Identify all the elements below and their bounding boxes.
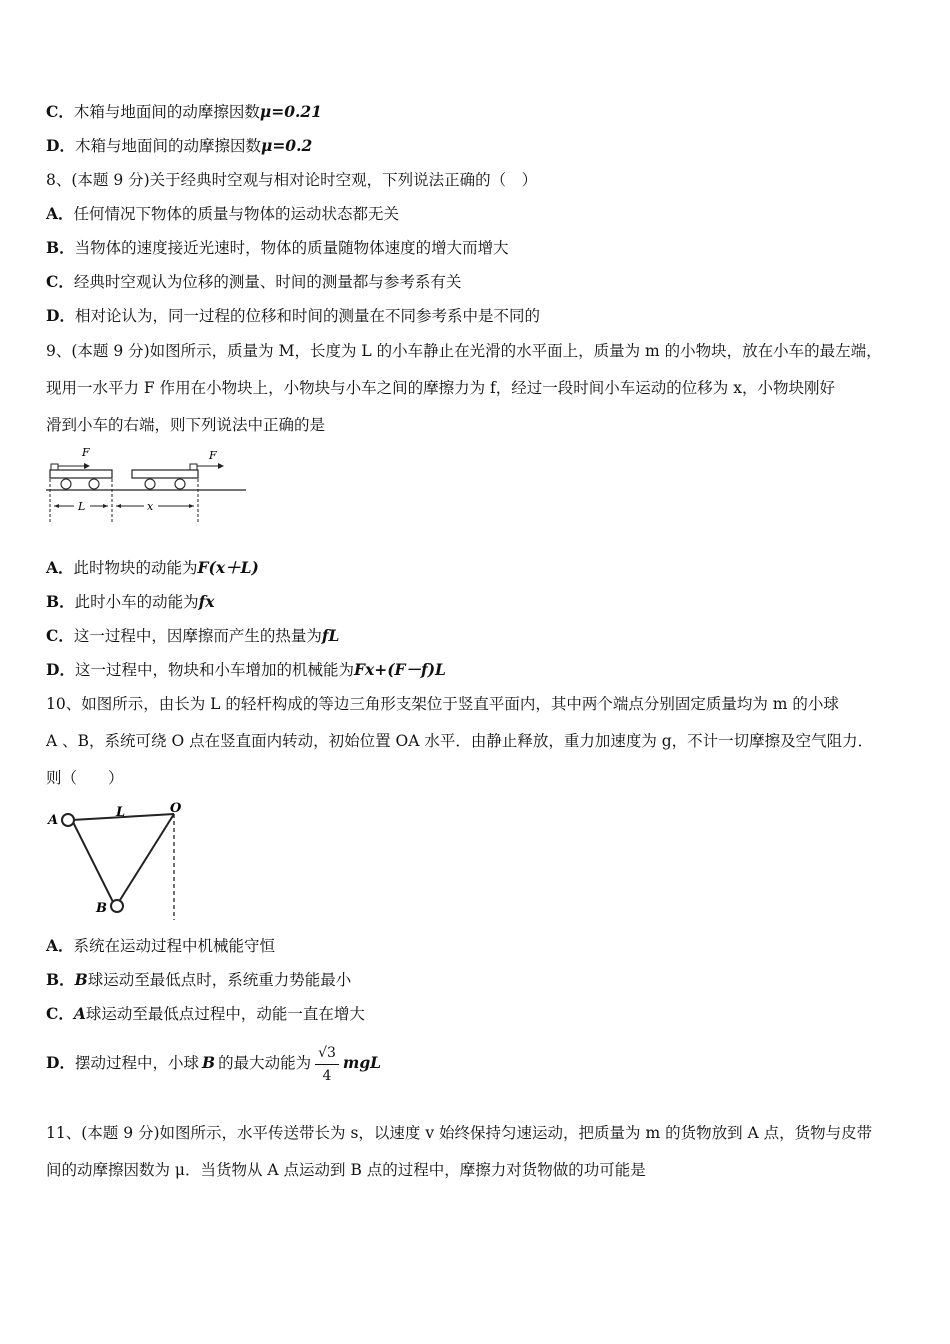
fraction [315, 1044, 339, 1085]
label-F2: F [209, 449, 217, 462]
arrow-head-icon [218, 463, 224, 469]
q8-stem [46, 169, 537, 191]
rod-AB [72, 820, 114, 904]
label-B: B [96, 901, 107, 916]
option-expr: fx [198, 592, 215, 611]
option-ball: A [73, 1004, 86, 1023]
cart-right [132, 470, 198, 478]
block-right [190, 464, 197, 470]
question-number: 8、 [46, 171, 72, 189]
q9-stem-line2 [46, 377, 835, 399]
question-number: 9、 [46, 342, 72, 360]
q8-option-a [46, 203, 399, 225]
option-letter: C． [46, 272, 74, 291]
option-letter: C． [46, 626, 74, 645]
question-stem: (本题 9 分)如图所示，质量为 M，长度为 L 的小车静止在光滑的水平面上，质量为 m 的小物块，放在小车的最左端， [71, 342, 882, 360]
option-value: μ=0.2 [260, 136, 313, 155]
option-text: 这一过程中，物块和小车增加的机械能为 [74, 661, 354, 679]
option-text: 摆动过程中，小球 [74, 1054, 199, 1072]
option-text-2: 的最大动能为 [218, 1054, 312, 1072]
option-letter: C． [46, 1004, 74, 1023]
option-letter: A． [46, 558, 74, 577]
q9-cart-figure [44, 444, 249, 526]
q9-stem-line3 [46, 414, 325, 436]
option-letter: A． [46, 936, 74, 955]
fraction-numerator: √3 [315, 1044, 339, 1065]
q7-option-d [46, 135, 312, 157]
arrow-head-icon [103, 504, 108, 508]
q9-option-d [46, 659, 446, 681]
wheel-icon [145, 479, 155, 489]
option-ball: B [201, 1053, 216, 1072]
option-text: 这一过程中，因摩擦而产生的热量为 [73, 627, 322, 645]
q10-option-c [46, 1003, 365, 1025]
question-stem: 滑到小车的右端，则下列说法中正确的是 [46, 416, 326, 434]
question-stem: (本题 9 分)如图所示，水平传送带长为 s，以速度 v 始终保持匀速运动，把质量为 m 的货物放到 A 点，货物与皮带 [81, 1124, 873, 1142]
option-text: 球运动至最低点过程中，动能一直在增大 [85, 1005, 365, 1023]
question-stem: 则（ ） [46, 769, 124, 787]
wheel-icon [175, 479, 185, 489]
label-x: x [147, 500, 154, 513]
q9-option-c [46, 625, 339, 647]
arrow-head-icon [189, 504, 194, 508]
option-expr: Fx+(F－f)L [353, 660, 446, 679]
option-text: 任何情况下物体的质量与物体的运动状态都无关 [73, 205, 400, 223]
ball-A-icon [62, 814, 74, 826]
q10-stem-line3 [46, 767, 124, 789]
option-text: 木箱与地面间的动摩擦因数 [73, 103, 260, 121]
option-text: 经典时空观认为位移的测量、时间的测量都与参考系有关 [73, 273, 462, 291]
option-value: μ=0.21 [259, 102, 322, 121]
question-stem: 间的动摩擦因数为 μ．当货物从 A 点运动到 B 点的过程中，摩擦力对货物做的功可能是 [46, 1161, 646, 1179]
option-ball: B [74, 970, 88, 989]
option-letter: B． [46, 970, 75, 989]
option-text: 此时物块的动能为 [73, 559, 198, 577]
question-stem: 现用一水平力 F 作用在小物块上，小物块与小车之间的摩擦力为 f，经过一段时间小车运动的位移为 x，小物块刚好 [46, 379, 835, 397]
option-expr: mgL [342, 1053, 382, 1072]
fraction-denominator: 4 [322, 1067, 332, 1084]
question-stem: 如图所示，由长为 L 的轻杆构成的等边三角形支架位于竖直平面内，其中两个端点分别固定质量均为 m 的小球 [81, 695, 839, 713]
option-letter: B． [46, 592, 75, 611]
q10-option-d [46, 1040, 381, 1086]
ball-B-icon [111, 900, 123, 912]
q9-option-b [46, 591, 215, 613]
q11-stem-line2 [46, 1159, 646, 1181]
option-text: 系统在运动过程中机械能守恒 [73, 937, 276, 955]
wheel-icon [61, 479, 71, 489]
label-O: O [170, 801, 182, 816]
option-letter: D． [46, 136, 75, 155]
option-text: 球运动至最低点时，系统重力势能最小 [87, 971, 352, 989]
option-letter: A． [46, 204, 74, 223]
option-letter: B． [46, 238, 75, 257]
option-text: 此时小车的动能为 [74, 593, 199, 611]
label-L: L [116, 805, 126, 820]
q10-option-a [46, 935, 275, 957]
question-stem: (本题 9 分)关于经典时空观与相对论时空观，下列说法正确的（ ） [71, 171, 538, 189]
label-A: A [48, 813, 59, 828]
question-number: 10、 [46, 695, 82, 713]
q8-option-d [46, 305, 540, 327]
q9-stem-line1 [46, 340, 882, 362]
option-text: 相对论认为，同一过程的位移和时间的测量在不同参考系中是不同的 [74, 307, 540, 325]
option-letter: D． [46, 1053, 75, 1072]
option-expr: fL [321, 626, 340, 645]
q10-triangle-figure [44, 800, 194, 922]
rod-OB [120, 814, 174, 900]
option-text: 当物体的速度接近光速时，物体的质量随物体速度的增大而增大 [74, 239, 509, 257]
option-letter: C． [46, 102, 74, 121]
question-stem: A 、B，系统可绕 O 点在竖直面内转动，初始位置 OA 水平．由静止释放，重力加速度为 g，不计一切摩擦及空气阻力． [46, 732, 874, 750]
option-expr: F(x＋L) [197, 558, 259, 577]
label-L: L [78, 500, 86, 513]
q9-option-a [46, 557, 259, 579]
arrow-head-icon [84, 463, 90, 469]
wheel-icon [89, 479, 99, 489]
option-letter: D． [46, 306, 75, 325]
cart-left [50, 470, 112, 478]
option-letter: D． [46, 660, 75, 679]
q11-stem-line1 [46, 1122, 872, 1144]
option-text: 木箱与地面间的动摩擦因数 [74, 137, 261, 155]
label-F1: F [82, 446, 90, 459]
q7-option-c [46, 101, 322, 123]
q8-option-b [46, 237, 509, 259]
q10-stem-line2 [46, 730, 873, 752]
arrow-head-icon [54, 504, 59, 508]
block-left [51, 464, 58, 470]
q8-option-c [46, 271, 461, 293]
question-number: 11、 [46, 1124, 82, 1142]
q10-stem-line1 [46, 693, 839, 715]
arrow-head-icon [116, 504, 121, 508]
q10-option-b [46, 969, 351, 991]
